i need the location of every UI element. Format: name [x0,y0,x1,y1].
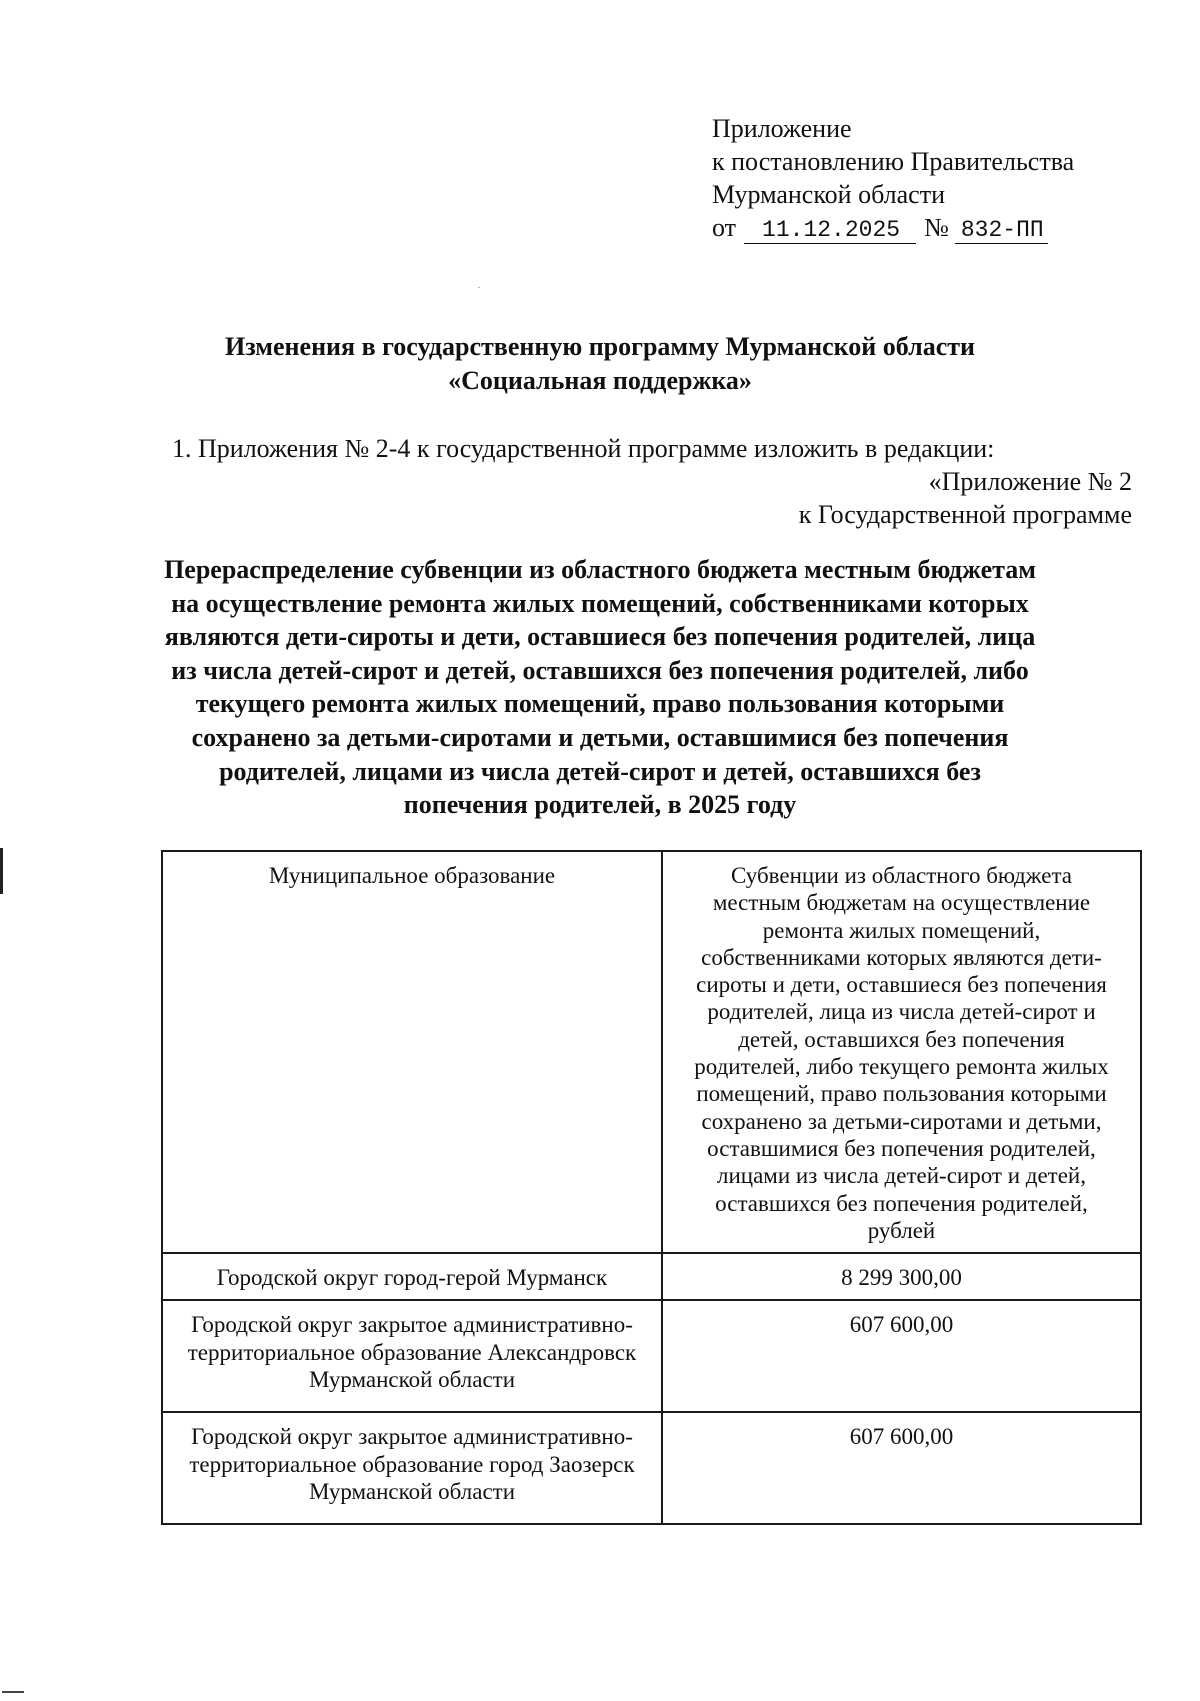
header-text-line: местным бюджетам на осуществление [712,890,1091,916]
header-text-line: лицами из числа детей-сирот и детей, [716,1163,1086,1189]
appendix-header [712,112,1074,244]
municipality-cell [162,1253,662,1300]
municipality-line: Городской округ закрытое административно- [191,1312,633,1338]
amount-cell [662,1300,1141,1412]
header-text-line: рублей [867,1217,936,1243]
appendix-2-reference-line: к Государственной программе [798,500,1132,529]
header-text-line: Субвенции из областного бюджета [731,863,1072,888]
header-text-line: оставшимися без попечения родителей, [707,1135,1096,1161]
municipality-line: Мурманской области [308,1478,516,1504]
amount-value: 607 600,00 [849,1424,954,1450]
appendix-header-line: Приложение [712,114,852,143]
header-text-line: родителей, либо текущего ремонта жилых [694,1054,1109,1080]
table-header-row [162,851,1141,1253]
changes-title [150,330,1050,398]
redistribution-title-line: попечения родителей, в 2025 году [403,790,797,820]
redistribution-title-line: на осуществление ремонта жилых помещений, собственниками которых [171,588,1029,618]
header-text-line: родителей, лица из числа детей-сирот и [707,999,1096,1025]
redistribution-title-line: из числа детей-сирот и детей, оставшихся без попечения родителей, либо [171,655,1029,685]
redistribution-title-line: родителей, лицами из числа детей-сирот и детей, оставшихся без [219,756,981,786]
amount-value: 8 299 300,00 [841,1265,962,1291]
municipality-cell [162,1412,662,1524]
redistribution-title-line: сохранено за детьми-сиротами и детьми, оставшимися без попечения [191,722,1009,752]
header-text-line: сироты и дети, оставшиеся без попечения [696,972,1107,998]
resolution-number: 832-ПП [955,217,1048,244]
table-row [162,1253,1141,1300]
redistribution-title-line: являются дети-сироты и дети, оставшиеся без попечения родителей, лица [164,622,1036,652]
header-municipality [162,851,662,1253]
resolution-date: 11.12.2025 [744,217,916,244]
amount-value: 607 600,00 [849,1312,954,1338]
scan-corner-mark [2,1691,24,1693]
header-text-line: сохранено за детьми-сиротами и детьми, [701,1108,1102,1134]
redistribution-title-line: Перераспределение субвенции из областного бюджета местным бюджетам [164,555,1036,584]
amount-cell [662,1253,1141,1300]
appendix-header-line: Мурманской области [712,180,945,209]
municipality-line: территориальное образование Александровск [187,1339,637,1365]
changes-title-line: Изменения в государственную программу Мурманской области [225,332,975,361]
header-text-line: оставшихся без попечения родителей, [715,1190,1088,1216]
header-text-line: собственниками которых являются дети- [701,944,1102,970]
header-text-line: детей, оставшихся без попечения [738,1026,1065,1052]
date-prefix: от [712,213,737,242]
header-subvention [662,851,1141,1253]
municipality-line: территориальное образование город Заозерск [189,1451,635,1477]
appendix-header-line: к постановлению Правительства [712,147,1075,176]
appendix-2-reference [799,465,1132,531]
municipality-cell [162,1300,662,1412]
table-row [162,1412,1141,1524]
municipality-line: Городской округ город-герой Мурманск [216,1265,608,1291]
table-row [162,1300,1141,1412]
item-1-text: 1. Приложения № 2-4 к государственной программе изложить в редакции: [172,434,995,463]
amount-cell [662,1412,1141,1524]
subvention-table [161,850,1142,1525]
scan-speck [478,287,480,288]
changes-title-line: «Социальная поддержка» [448,366,752,395]
header-text: Муниципальное образование [268,863,556,888]
appendix-2-reference-line: «Приложение № 2 [928,467,1132,496]
redistribution-title-line: текущего ремонта жилых помещений, право пользования которыми [195,689,1005,719]
number-sign: № [924,213,949,242]
scan-edge-mark [0,848,3,894]
municipality-line: Мурманской области [308,1367,516,1393]
header-text-line: помещений, право пользования которыми [696,1081,1107,1107]
municipality-line: Городской округ закрытое административно- [191,1424,633,1450]
header-text-line: ремонта жилых помещений, [762,917,1041,943]
resolution-date-number-line [712,211,1074,244]
redistribution-title [150,553,1050,822]
